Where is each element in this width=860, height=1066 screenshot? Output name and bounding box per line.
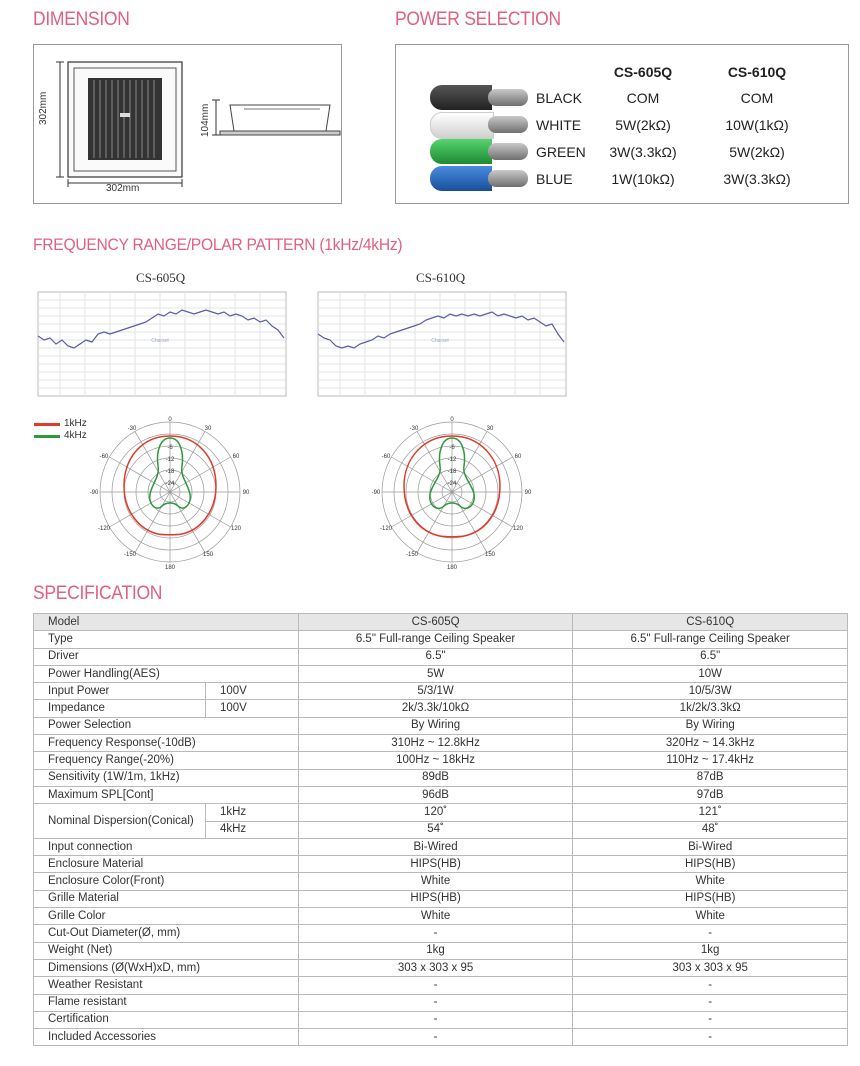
wire-black (430, 85, 492, 110)
ps-blue-a: 1W(10kΩ) (611, 171, 675, 187)
ps-wire-blue: BLUE (536, 171, 573, 187)
spec-label: Weight (Net) (34, 942, 299, 959)
spec-header-row (34, 614, 848, 631)
spec-value-a: 5W (298, 665, 573, 682)
spec-label: Included Accessories (34, 1029, 299, 1046)
spec-value-b: 303 x 303 x 95 (573, 959, 848, 976)
spec-value-a: By Wiring (298, 717, 573, 734)
ps-wire-green: GREEN (536, 144, 586, 160)
spec-value-b: Bi-Wired (573, 838, 848, 855)
wire-white (430, 112, 494, 139)
dimension-title: DIMENSION (33, 9, 130, 30)
spec-value-a: - (298, 1011, 573, 1028)
polar-605-db-24: -24 (165, 481, 175, 487)
spec-value-a: 120˚ (298, 804, 573, 821)
spec-value-a: 96dB (298, 786, 573, 803)
spec-value-b: HIPS(HB) (573, 856, 848, 873)
spec-row (34, 700, 848, 717)
spec-value-a: 5/3/1W (298, 683, 573, 700)
spec-value-a: White (298, 908, 573, 925)
spec-label: Input Power (34, 683, 206, 700)
spec-sub: 4kHz (205, 821, 298, 838)
spec-value-b: By Wiring (573, 717, 848, 734)
spec-row (34, 631, 848, 648)
polar-605-label-150: 150 (202, 552, 214, 558)
spec-label: Enclosure Color(Front) (34, 873, 299, 890)
spec-label: Impedance (34, 700, 206, 717)
spec-row (34, 804, 848, 821)
spec-row (34, 838, 848, 855)
spec-label: Enclosure Material (34, 856, 299, 873)
ps-model-a: CS-605Q (613, 64, 673, 80)
polar-610-label-m150: -150 (405, 552, 419, 558)
ps-wire-black: BLACK (536, 90, 582, 106)
spec-value-b: - (573, 1011, 848, 1028)
spec-value-a: - (298, 994, 573, 1011)
spec-row (34, 890, 848, 907)
spec-value-b: 87dB (573, 769, 848, 786)
spec-row (34, 908, 848, 925)
polar-610-label-m60: -60 (381, 454, 391, 460)
dimension-width-label: 302mm (106, 183, 140, 194)
spec-label: Cut-Out Diameter(Ø, mm) (34, 925, 299, 942)
spec-value-a: 2k/3.3k/10kΩ (298, 700, 573, 717)
dimension-height-label: 302mm (38, 91, 49, 125)
spec-row (34, 977, 848, 994)
spec-value-b: 10W (573, 665, 848, 682)
spec-label: Input connection (34, 838, 299, 855)
polar-605-label-120: 120 (230, 526, 242, 532)
ps-black-b: COM (740, 90, 774, 106)
spec-row (34, 873, 848, 890)
spec-value-a: 1kg (298, 942, 573, 959)
spec-value-a: 303 x 303 x 95 (298, 959, 573, 976)
spec-value-a: 6.5" (298, 648, 573, 665)
legend-4khz: 4kHz (64, 430, 87, 441)
polar-610-db-24: -24 (447, 481, 457, 487)
spec-label: Grille Color (34, 908, 299, 925)
spec-header-a: CS-605Q (298, 614, 573, 631)
spec-label: Certification (34, 1011, 299, 1028)
polar-610-label-180: 180 (446, 565, 458, 571)
spec-label: Power Handling(AES) (34, 665, 299, 682)
polar-605-label-30: 30 (204, 426, 212, 432)
ps-green-a: 3W(3.3kΩ) (609, 144, 677, 160)
spec-value-a: White (298, 873, 573, 890)
freq-chart-610 (310, 288, 572, 406)
spec-value-b: - (573, 925, 848, 942)
spec-value-b: White (573, 908, 848, 925)
power-selection-title: POWER SELECTION (395, 9, 561, 30)
legend-4khz-line (34, 435, 60, 438)
spec-value-b: 10/5/3W (573, 683, 848, 700)
polar-605-label-60: 60 (232, 454, 240, 460)
spec-row (34, 683, 848, 700)
dimension-drawing (34, 45, 341, 203)
spec-value-a: 89dB (298, 769, 573, 786)
chart-title-610: CS-610Q (416, 270, 466, 285)
spec-label: Dimensions (Ø(WxH)xD, mm) (34, 959, 299, 976)
spec-row (34, 942, 848, 959)
polar-605-label-0: 0 (168, 417, 172, 423)
polar-610-label-30: 30 (486, 426, 494, 432)
wire-white-core (488, 116, 528, 133)
spec-value-b: 121˚ (573, 804, 848, 821)
spec-value-a: - (298, 1029, 573, 1046)
spec-row (34, 994, 848, 1011)
ps-wire-white: WHITE (536, 117, 582, 133)
freq-chart-605 (30, 288, 292, 406)
wire-green-core (488, 143, 528, 160)
wire-blue-core (488, 170, 528, 187)
spec-header-b: CS-610Q (573, 614, 848, 631)
spec-label: Driver (34, 648, 299, 665)
spec-value-b: 6.5" Full-range Ceiling Speaker (573, 631, 848, 648)
ps-white-b: 10W(1kΩ) (725, 117, 789, 133)
ps-white-a: 5W(2kΩ) (615, 117, 671, 133)
spec-row (34, 665, 848, 682)
polar-605-label-m150: -150 (123, 552, 137, 558)
spec-sub: 100V (205, 700, 298, 717)
spec-value-a: 6.5" Full-range Ceiling Speaker (298, 631, 573, 648)
spec-row (34, 959, 848, 976)
spec-row (34, 717, 848, 734)
spec-row (34, 752, 848, 769)
ps-blue-b: 3W(3.3kΩ) (723, 171, 791, 187)
polar-605-label-90: 90 (242, 490, 250, 496)
ps-green-b: 5W(2kΩ) (729, 144, 785, 160)
spec-value-b: - (573, 994, 848, 1011)
spec-sub: 1kHz (205, 804, 298, 821)
spec-label: Sensitivity (1W/1m, 1kHz) (34, 769, 299, 786)
spec-label: Frequency Response(-10dB) (34, 735, 299, 752)
spec-table (33, 613, 848, 1046)
ps-model-b: CS-610Q (727, 64, 787, 80)
spec-value-b: 1k/2k/3.3kΩ (573, 700, 848, 717)
ps-black-a: COM (626, 90, 660, 106)
spec-row (34, 769, 848, 786)
spec-value-a: HIPS(HB) (298, 856, 573, 873)
spec-row (34, 1011, 848, 1028)
spec-row (34, 925, 848, 942)
spec-value-a: 54˚ (298, 821, 573, 838)
spec-label: Frequency Range(-20%) (34, 752, 299, 769)
dimension-box (33, 44, 342, 204)
polar-610-label-m90: -90 (371, 490, 381, 496)
svg-text:Charset: Charset (431, 338, 449, 344)
chart-title-605: CS-605Q (136, 270, 186, 285)
polar-610-label-m30: -30 (409, 426, 419, 432)
spec-row (34, 786, 848, 803)
polar-605-label-m120: -120 (97, 526, 111, 532)
spec-label: Grille Material (34, 890, 299, 907)
spec-value-a: - (298, 925, 573, 942)
spec-value-b: - (573, 1029, 848, 1046)
polar-610-label-90: 90 (524, 490, 532, 496)
spec-row (34, 735, 848, 752)
spec-value-b: 110Hz ~ 17.4kHz (573, 752, 848, 769)
spec-value-a: Bi-Wired (298, 838, 573, 855)
wire-blue (430, 166, 492, 191)
polar-605-db-6: -6 (167, 445, 173, 451)
spec-row (34, 1029, 848, 1046)
spec-value-a: HIPS(HB) (298, 890, 573, 907)
spec-row (34, 856, 848, 873)
svg-text:Charset: Charset (151, 338, 169, 344)
polar-610-label-60: 60 (514, 454, 522, 460)
spec-label: Type (34, 631, 299, 648)
wire-green (430, 139, 492, 164)
spec-value-b: - (573, 977, 848, 994)
spec-label: Flame resistant (34, 994, 299, 1011)
polar-605-label-m90: -90 (89, 490, 99, 496)
polar-605-label-m30: -30 (127, 426, 137, 432)
spec-label: Maximum SPL[Cont] (34, 786, 299, 803)
spec-value-b: HIPS(HB) (573, 890, 848, 907)
polar-chart-605 (86, 412, 254, 572)
polar-610-label-150: 150 (484, 552, 496, 558)
polar-610-label-120: 120 (512, 526, 524, 532)
spec-value-b: 320Hz ~ 14.3kHz (573, 735, 848, 752)
spec-label: Nominal Dispersion(Conical) (34, 804, 206, 839)
polar-605-label-m60: -60 (99, 454, 109, 460)
polar-610-label-m120: -120 (379, 526, 393, 532)
polar-610-db-12: -12 (447, 457, 457, 463)
polar-605-db-12: -12 (165, 457, 175, 463)
spec-value-a: 310Hz ~ 12.8kHz (298, 735, 573, 752)
polar-610-db-6: -6 (449, 445, 455, 451)
spec-value-b: White (573, 873, 848, 890)
spec-value-b: 97dB (573, 786, 848, 803)
spec-label: Power Selection (34, 717, 299, 734)
specification-title: SPECIFICATION (33, 583, 163, 604)
polar-610-db-18: -18 (447, 469, 457, 475)
spec-sub: 100V (205, 683, 298, 700)
legend-1khz-line (34, 423, 60, 426)
legend-1khz: 1kHz (64, 418, 87, 429)
polar-chart-610 (368, 412, 536, 572)
spec-value-b: 48˚ (573, 821, 848, 838)
polar-605-db-18: -18 (165, 469, 175, 475)
wire-black-core (488, 89, 528, 106)
spec-value-a: - (298, 977, 573, 994)
spec-value-b: 1kg (573, 942, 848, 959)
spec-row (34, 648, 848, 665)
spec-value-a: 100Hz ~ 18kHz (298, 752, 573, 769)
dimension-depth-label: 104mm (200, 103, 211, 137)
spec-header-model: Model (34, 614, 299, 631)
frequency-title: FREQUENCY RANGE/POLAR PATTERN (1kHz/4kHz) (33, 235, 403, 254)
spec-value-b: 6.5" (573, 648, 848, 665)
spec-label: Weather Resistant (34, 977, 299, 994)
polar-610-label-0: 0 (450, 417, 454, 423)
polar-605-label-180: 180 (164, 565, 176, 571)
